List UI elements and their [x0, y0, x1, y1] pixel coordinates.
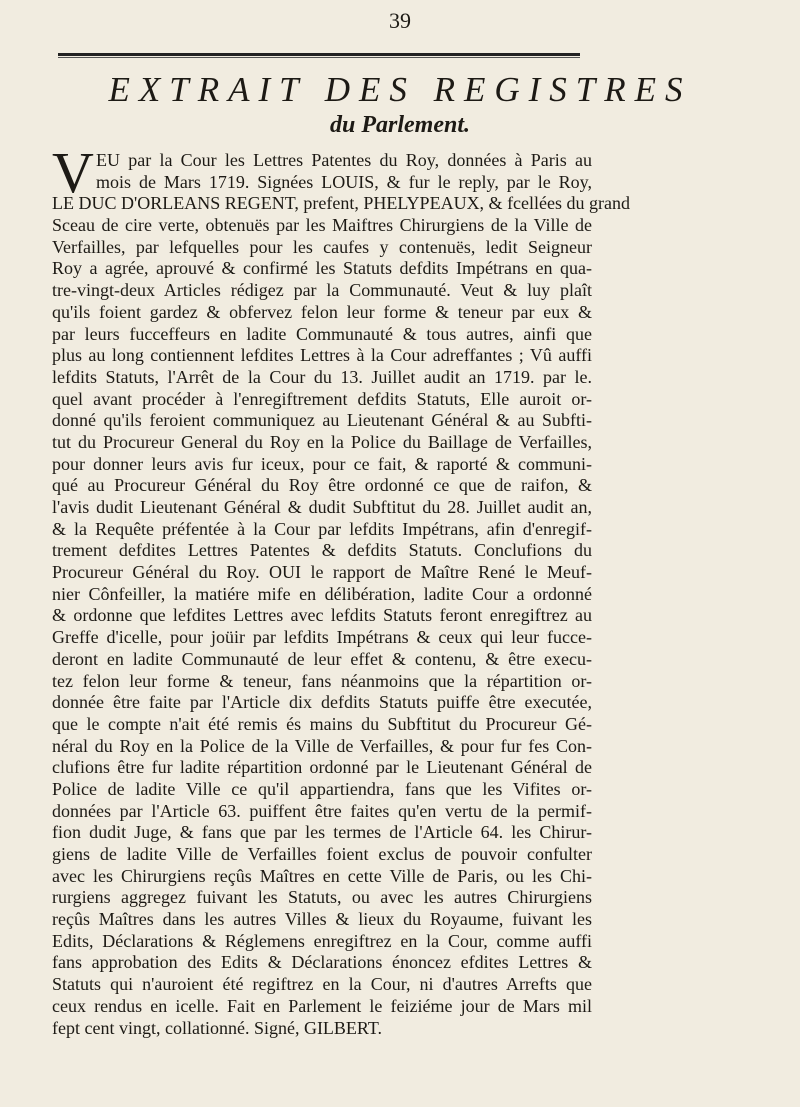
- text-line: clufions être fur ladite répartition ordonné par le Lieutenant Général de: [52, 757, 592, 778]
- text-line: tre-vingt-deux Articles rédigez par la Communauté. Veut & luy plaît: [52, 280, 592, 301]
- text-line: quel avant procéder à l'enregiftrement defdits Statuts, Elle auroit or-: [52, 388, 592, 409]
- text-line: tez felon leur forme & teneur, fans néanmoins que la répartition or-: [52, 670, 592, 691]
- text-line: fans approbation des Edits & Déclarations énoncez efdites Lettres &: [52, 952, 592, 973]
- document-subtitle: du Parlement.: [329, 112, 470, 138]
- text-line: qué au Procureur Général du Roy être ordonné ce que de raifon, &: [52, 475, 592, 496]
- text-line: lefdits Statuts, l'Arrêt de la Cour du 13. Juillet audit an 1719. par le.: [52, 366, 592, 387]
- text-line: mois de Mars 1719. Signées LOUIS, & fur le reply, par le Roy,: [96, 171, 592, 192]
- text-line: fion dudit Juge, & fans que par les termes de l'Article 64. les Chirur-: [52, 822, 592, 843]
- text-line: qu'ils foient gardez & obfervez felon leur forme & teneur par eux &: [52, 301, 592, 322]
- text-line: Sceau de cire verte, obtenuës par les Maiftres Chirurgiens de la Ville de: [52, 215, 592, 236]
- text-line: Statuts qui n'auroient été regiftrez en la Cour, ni d'autres Arrefts que: [52, 974, 592, 995]
- header-rule: [58, 53, 580, 56]
- text-line: & ordonne que lefdites Lettres avec lefdits Statuts feront enregiftrez au: [52, 605, 592, 626]
- text-line: Verfailles, par lefquelles pour les caufes y contenuës, ledit Seigneur: [52, 236, 592, 257]
- text-line: Procureur Général du Roy. OUI le rapport de Maître René le Meuf-: [52, 562, 592, 583]
- text-line: deront en ladite Communauté de leur effet & contenu, & être execu-: [52, 648, 592, 669]
- page-number: 39: [389, 8, 411, 33]
- text-line: LE DUC D'ORLEANS REGENT, prefent, PHELYPEAUX, & fcellées du grand: [52, 193, 631, 214]
- text-line: trement defdites Lettres Patentes & defdits Statuts. Conclufions du: [52, 540, 592, 561]
- text-line: données par l'Article 63. puiffent être faites qu'en vertu de la permif-: [52, 800, 592, 821]
- text-line: Police de ladite Ville ce qu'il appartiendra, fans que les Vifites or-: [52, 778, 592, 799]
- text-line: néral du Roy en la Police de la Ville de Verfailles, & pour fur fes Con-: [52, 735, 592, 756]
- text-line: donné qu'ils feroient communiquez au Lieutenant Général & au Subfti-: [52, 410, 592, 431]
- body-text: [52, 140, 631, 1039]
- text-line: fept cent vingt, collationné. Signé, GILBERT.: [52, 1017, 383, 1038]
- text-line: Roy a agrée, aprouvé & confirmé les Statuts defdits Impétrans en qua-: [52, 258, 592, 279]
- text-line: & la Requête préfentée à la Cour par lefdits Impétrans, afin d'enregif-: [52, 518, 592, 539]
- text-line: l'avis dudit Lieutenant Général & dudit Subftitut du 28. Juillet audit an,: [52, 497, 592, 517]
- text-line: EU par la Cour les Lettres Patentes du Roy, données à Paris au: [96, 150, 592, 170]
- text-line: reçûs Maîtres dans les autres Villes & lieux du Royaume, fuivant les: [52, 909, 592, 930]
- text-line: nier Cônfeiller, la matiére mife en délibération, ladite Cour a ordonné: [52, 583, 592, 604]
- text-line: plus au long contiennent lefdites Lettres à la Cour adreffantes ; Vû auffi: [52, 345, 592, 366]
- header-rule-thin: [58, 57, 580, 58]
- text-line: pour donner leurs avis fur iceux, pour ce fait, & raporté & communi-: [52, 453, 592, 474]
- text-line: Greffe d'icelle, pour joüir par lefdits Impétrans & ceux qui leur fucce-: [52, 627, 592, 648]
- text-line: que le compte n'ait été remis és mains du Subftitut du Procureur Gé-: [52, 713, 592, 734]
- drop-cap: V: [52, 140, 94, 205]
- text-line: avec les Chirurgiens reçûs Maîtres en cette Ville de Paris, ou les Chi-: [52, 865, 592, 886]
- text-line: tut du Procureur General du Roy en la Police du Baillage de Verfailles,: [52, 431, 592, 452]
- text-line: par leurs fucceffeurs en ladite Communauté & tous autres, ainfi que: [52, 323, 592, 344]
- text-line: giens de ladite Ville de Verfailles foient exclus de pouvoir confulter: [52, 844, 592, 864]
- document-title: EXTRAIT DES REGISTRES: [108, 70, 692, 109]
- text-line: rurgiens aggregez fuivant les Statuts, ou avec les autres Chirurgiens: [52, 887, 592, 908]
- text-line: Edits, Déclarations & Réglemens enregiftrez en la Cour, comme auffi: [52, 930, 592, 951]
- text-line: donnée être faite par l'Article dix defdits Statuts puiffe être executée,: [52, 692, 592, 713]
- text-line: ceux rendus en icelle. Fait en Parlement le feiziéme jour de Mars mil: [52, 995, 592, 1016]
